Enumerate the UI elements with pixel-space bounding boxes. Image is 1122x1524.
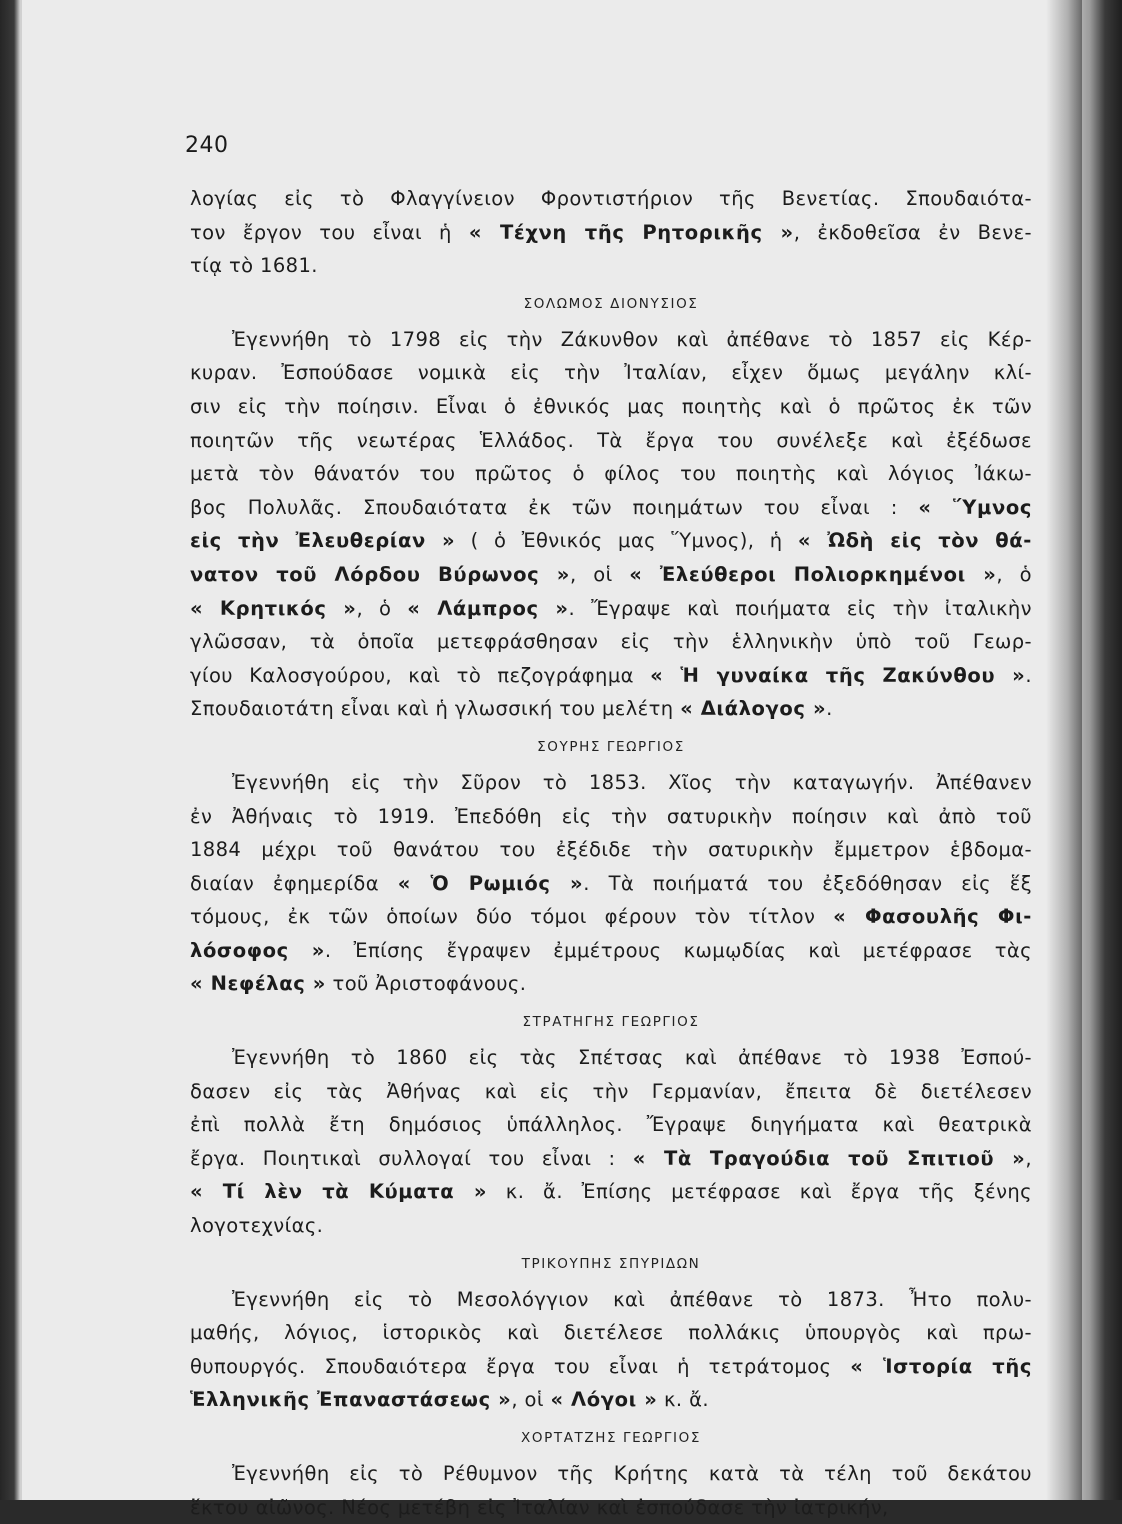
text-run: ἐν Ἀθήναις τὸ 1919. Ἐπεδόθη εἰς τὴν σατυρικὴν ποίησιν καὶ ἀπὸ τοῦ <box>190 804 1032 828</box>
biography-heading: ΣΟΛΩΜΟΣ ΔΙΟΝΥΣΙΟΣ <box>523 295 699 312</box>
body-paragraph <box>190 182 1032 283</box>
text-line <box>190 356 1032 390</box>
body-paragraph <box>190 766 1032 1001</box>
bold-title-text: « Τέχνη τῆς Ρητορικῆς » <box>468 220 794 244</box>
bold-title-text: « Τὰ Τραγούδια τοῦ Σπιτιοῦ » <box>632 1146 1026 1170</box>
bold-title-text: « Λάμπρος » <box>407 596 569 620</box>
text-line <box>190 1283 1032 1317</box>
text-line <box>190 900 1032 934</box>
text-run: , οἱ <box>570 562 630 586</box>
text-line <box>190 592 1032 626</box>
text-run: . Ἐπίσης ἔγραψεν ἐμμέτρους κωμῳδίας καὶ μετέφρασε τὰς <box>324 938 1032 962</box>
text-run: , ὁ <box>356 596 408 620</box>
text-run: , οἱ <box>511 1388 551 1412</box>
text-line <box>190 1457 1032 1491</box>
text-run: . <box>826 697 833 721</box>
text-run: , ὁ <box>996 562 1033 586</box>
text-line <box>190 1350 1032 1384</box>
body-paragraph <box>190 323 1032 726</box>
text-run: . <box>1025 663 1032 687</box>
text-line <box>190 1108 1032 1142</box>
bold-title-text: νατον τοῦ Λόρδου Βύρωνος » <box>190 562 570 586</box>
bold-title-text: « Ὠδὴ εἰς τὸν θά- <box>797 529 1032 553</box>
text-run: , <box>1025 1146 1032 1170</box>
text-run: γίου Καλοσγούρου, καὶ τὸ πεζογράφημα <box>190 663 651 687</box>
text-line <box>190 558 1032 592</box>
text-run: δασεν εἰς τὰς Ἀθήνας καὶ εἰς τὴν Γερμανίαν, ἔπειτα δὲ διετέλεσεν <box>190 1079 1032 1103</box>
text-run: ποιητῶν τῆς νεωτέρας Ἑλλάδος. Τὰ ἔργα του συνέλεξε καὶ ἐξέδωσε <box>190 428 1032 452</box>
text-run: θυπουργός. Σπουδαιότερα ἔργα του εἶναι ἡ τετράτομος <box>190 1354 851 1378</box>
bold-title-text: « Ἡ γυναίκα τῆς Ζακύνθου » <box>650 663 1026 687</box>
text-line <box>190 249 1032 283</box>
bold-title-text: « Ἐλεύθεροι Πολιορκημένοι » <box>629 562 997 586</box>
text-run: λογίας εἰς τὸ Φλαγγίνειον Φροντιστήριον τῆς Βενετίας. Σπουδαιότα- <box>190 187 1032 210</box>
text-line <box>190 491 1032 525</box>
text-run: τον ἔργον του εἶναι ἡ <box>190 220 469 244</box>
text-run: μετὰ τὸν θάνατόν του πρῶτος ὁ φίλος του ποιητὴς καὶ λόγιος Ἰάκω- <box>190 462 1032 486</box>
text-line <box>190 659 1032 693</box>
text-run: 1884 μέχρι τοῦ θανάτου του ἐξέδιδε τὴν σατυρικὴν ἔμμετρον ἑβδομα- <box>190 838 1032 862</box>
text-run: Ἐγεννήθη τὸ 1798 εἰς τὴν Ζάκυνθον καὶ ἀπέθανε τὸ 1857 εἰς Κέρ- <box>232 327 1032 351</box>
text-line <box>190 524 1032 558</box>
text-run: Σπουδαιοτάτη εἶναι καὶ ἡ γλωσσική του μελέτη <box>190 697 681 721</box>
text-line <box>190 1491 1032 1524</box>
text-run: μαθής, λόγιος, ἱστορικὸς καὶ διετέλεσε πολλάκις ὑπουργὸς καὶ πρω- <box>190 1321 1032 1345</box>
text-line <box>190 1041 1032 1075</box>
bold-title-text: « Ἱστορία τῆς <box>850 1354 1032 1378</box>
biography-heading: ΣΟΥΡΗΣ ΓΕΩΡΓΙΟΣ <box>537 738 685 755</box>
text-run: κυραν. Ἐσπούδασε νομικὰ εἰς τὴν Ἰταλίαν, εἶχεν ὅμως μεγάλην κλί- <box>190 361 1032 385</box>
text-run: τόμους, ἐκ τῶν ὁποίων δύο τόμοι φέρουν τὸν τίτλον <box>190 905 834 929</box>
text-line <box>190 934 1032 968</box>
text-line <box>190 766 1032 800</box>
text-line <box>190 692 1032 726</box>
body-paragraph <box>190 1457 1032 1524</box>
text-run: διαίαν ἐφημερίδα <box>190 871 398 895</box>
text-line <box>190 867 1032 901</box>
text-run: Ἐγεννήθη εἰς τὴν Σῦρον τὸ 1853. Χῖος τὴν καταγωγήν. Ἀπέθανεν <box>232 770 1032 794</box>
body-paragraph <box>190 1041 1032 1243</box>
page-body <box>190 182 1032 1524</box>
text-run: Ἐγεννήθη τὸ 1860 εἰς τὰς Σπέτσας καὶ ἀπέθανε τὸ 1938 Ἐσπού- <box>232 1046 1032 1070</box>
text-run: τοῦ Ἀριστοφάνους. <box>325 972 527 996</box>
text-line <box>190 625 1032 659</box>
bold-title-text: « Νεφέλας » <box>190 972 326 996</box>
text-run: κ. ἄ. Ἐπίσης μετέφρασε καὶ ἔργα τῆς ξένης <box>487 1180 1032 1204</box>
text-line <box>190 967 1032 1001</box>
bold-title-text: « Διάλογος » <box>680 697 827 721</box>
bold-title-text: « Ὕμνος <box>918 495 1032 519</box>
text-run: τίᾳ τὸ 1681. <box>190 254 318 278</box>
bold-title-text: « Ὁ Ρωμιός » <box>397 871 584 895</box>
text-run: κ. ἄ. <box>657 1388 709 1412</box>
biography-heading: ΣΤΡΑΤΗΓΗΣ ΓΕΩΡΓΙΟΣ <box>522 1014 700 1031</box>
text-line <box>190 457 1032 491</box>
text-line <box>190 1075 1032 1109</box>
text-line <box>190 1175 1032 1209</box>
bold-title-text: « Κρητικός » <box>190 596 357 620</box>
text-line <box>190 1142 1032 1176</box>
text-run: ἕκτου αἰῶνος. Νέος μετέβη εἰς Ἰταλίαν καὶ ἐσπούδασε τὴν ἰατρικήν, <box>190 1495 889 1519</box>
text-run: , ἐκδοθεῖσα ἐν Βενε- <box>793 220 1032 244</box>
text-run: βος Πολυλᾶς. Σπουδαιότατα ἐκ τῶν ποιημάτων του εἶναι : <box>190 495 919 519</box>
bold-title-text: Ἑλληνικῆς Ἐπαναστάσεως » <box>190 1388 512 1412</box>
text-run: ἐπὶ πολλὰ ἔτη δημόσιος ὑπάλληλος. Ἔγραψε διηγήματα καὶ θεατρικὰ <box>190 1113 1032 1137</box>
text-run: σιν εἰς τὴν ποίησιν. Εἶναι ὁ ἐθνικός μας ποιητὴς καὶ ὁ πρῶτος ἐκ τῶν <box>190 394 1032 418</box>
text-line <box>190 833 1032 867</box>
bold-title-text: εἰς τὴν Ἐλευθερίαν » <box>190 529 456 553</box>
bold-title-text: « Τί λὲν τὰ Κύματα » <box>190 1180 488 1204</box>
text-line <box>190 323 1032 357</box>
text-run: Ἐγεννήθη εἰς τὸ Ρέθυμνον τῆς Κρήτης κατὰ τὰ τέλη τοῦ δεκάτου <box>232 1462 1032 1485</box>
bold-title-text: λόσοφος » <box>190 938 325 962</box>
biography-heading: ΧΟΡΤΑΤΖΗΣ ΓΕΩΡΓΙΟΣ <box>521 1430 701 1446</box>
bold-title-text: « Φασουλῆς Φι- <box>833 905 1032 929</box>
page-gutter-shadow <box>1046 0 1082 1500</box>
page-number: 240 <box>185 133 229 158</box>
text-line <box>190 1383 1032 1417</box>
text-line <box>190 800 1032 834</box>
text-line <box>190 1209 1032 1243</box>
text-run: γλῶσσαν, τὰ ὁποῖα μετεφράσθησαν εἰς τὴν ἑλληνικὴν ὑπὸ τοῦ Γεωρ- <box>190 630 1032 654</box>
text-run: Ἐγεννήθη εἰς τὸ Μεσολόγγιον καὶ ἀπέθανε τὸ 1873. Ἦτο πολυ- <box>232 1287 1032 1311</box>
text-line <box>190 216 1032 250</box>
text-run: . Ἔγραψε καὶ ποιήματα εἰς τὴν ἰταλικὴν <box>568 596 1032 620</box>
text-run: ( ὁ Ἐθνικός μας Ὕμνος), ἡ <box>455 529 798 553</box>
bold-title-text: « Λόγοι » <box>550 1388 658 1412</box>
biography-heading: ΤΡΙΚΟΥΠΗΣ ΣΠΥΡΙΔΩΝ <box>521 1255 701 1272</box>
text-run: . Τὰ ποιήματά του ἐξεδόθησαν εἰς ἕξ <box>583 871 1032 895</box>
text-run: ἔργα. Ποιητικαὶ συλλογαί του εἶναι : <box>190 1146 633 1170</box>
body-paragraph <box>190 1283 1032 1417</box>
text-line <box>190 182 1032 216</box>
text-line <box>190 1316 1032 1350</box>
text-line <box>190 390 1032 424</box>
text-run: λογοτεχνίας. <box>190 1214 324 1238</box>
text-line <box>190 424 1032 458</box>
